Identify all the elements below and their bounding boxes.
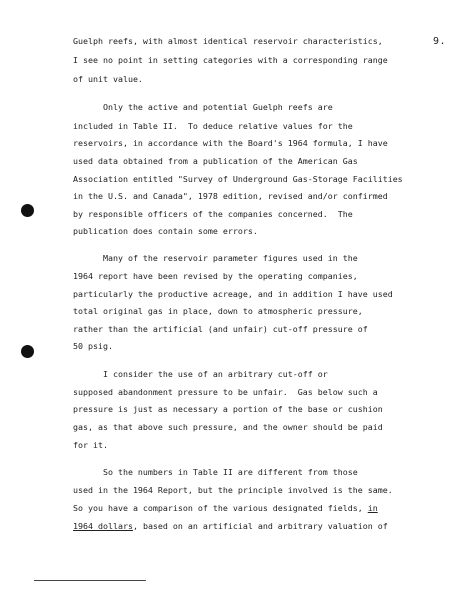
punch-hole [21,204,34,217]
text-span: So you have a comparison of the various designated fields, [73,503,368,513]
text-line: 50 psig. [73,341,113,351]
page-number: 9. [433,36,447,47]
footer-rule [34,580,146,581]
text-line: pressure is just as necessary a portion of the base or cushion [73,404,383,414]
text-line: I see no point in setting categories with a corresponding range [73,55,388,65]
text-line: Association entitled "Survey of Underground Gas-Storage Facilities [73,174,403,184]
text-line: I consider the use of an arbitrary cut-off or [73,369,328,379]
text-line: gas, as that above such pressure, and the owner should be paid [73,422,383,432]
text-line: used data obtained from a publication of the American Gas [73,156,358,166]
text-line: in the U.S. and Canada", 1978 edition, revised and/or confirmed [73,191,388,201]
text-line: for it. [73,440,108,450]
text-line [73,503,378,513]
text-line: of unit value. [73,74,143,84]
text-line: 1964 report have been revised by the operating companies, [73,271,358,281]
text-line: publication does contain some errors. [73,226,258,236]
text-line: by responsible officers of the companies concerned. The [73,209,353,219]
text-line: rather than the artificial (and unfair) cut-off pressure of [73,324,368,334]
text-line: particularly the productive acreage, and in addition I have used [73,289,393,299]
text-line: Many of the reservoir parameter figures used in the [73,253,358,263]
text-line: reservoirs, in accordance with the Board's 1964 formula, I have [73,138,388,148]
text-line: So the numbers in Table II are different from those [73,467,358,477]
text-span: , based on an artificial and arbitrary valuation of [132,521,388,531]
text-line: total original gas in place, down to atmospheric pressure, [73,306,363,316]
punch-hole [21,345,34,358]
underlined-text: in [367,503,378,513]
text-line: supposed abandonment pressure to be unfair. Gas below such a [73,387,378,397]
text-line: Only the active and potential Guelph reefs are [73,102,333,112]
text-line: included in Table II. To deduce relative values for the [73,121,353,131]
text-line [73,521,388,531]
text-line: Guelph reefs, with almost identical reservoir characteristics, [73,36,383,46]
text-line: used in the 1964 Report, but the principle involved is the same. [73,485,393,495]
underlined-text: 1964 dollars [73,521,133,531]
